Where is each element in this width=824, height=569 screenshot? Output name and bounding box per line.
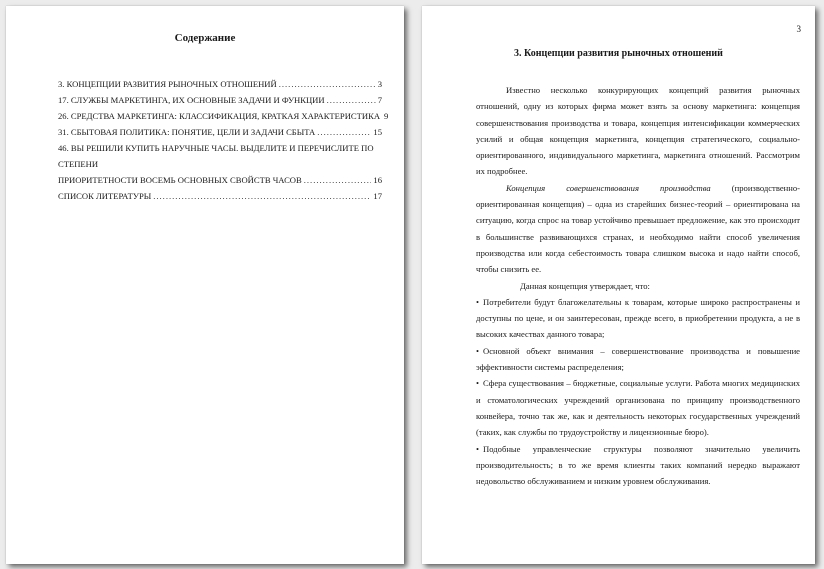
toc-entry-page: 3	[377, 79, 382, 89]
paragraph: Данная концепция утверждает, что:	[520, 280, 650, 291]
toc-entry-label: 17. СЛУЖБЫ МАРКЕТИНГА, ИХ ОСНОВНЫЕ ЗАДАЧИ И ФУНКЦИИ	[58, 95, 325, 105]
toc-entry-label: 26. СРЕДСТВА МАРКЕТИНГА: КЛАССИФИКАЦИЯ, КРАТКАЯ ХАРАКТЕРИСТИКА	[58, 111, 381, 121]
toc-entry-label: 31. СБЫТОВАЯ ПОЛИТИКА: ПОНЯТИЕ, ЦЕЛИ И ЗАДАЧИ СБЫТА	[58, 127, 316, 137]
bullet-text: Основной объект внимания – совершенствование производства и повышение эффективности системы распределения;	[476, 345, 800, 373]
bullet-text: Потребители будут благожелательны к товарам, которые широко распространены и доступны по цене, и он заинтересован, прежде всего, в приобретении продукта, а не в высоких качествах данного товара;	[476, 296, 800, 340]
page-number: 3	[796, 24, 801, 34]
bullet-text: Сфера существования – бюджетные, социальные услуги. Работа многих медицинских и стоматологических учреждений организована по принципу производственного конвейера, точно так же, как и деятельность некоторых государственных учреждений (таких, как службы по трудоустройству и лицензионные бюро).	[476, 378, 800, 438]
toc-entry[interactable]	[58, 76, 382, 92]
paragraph	[476, 180, 800, 278]
toc-entry-label: 3. КОНЦЕПЦИИ РАЗВИТИЯ РЫНОЧНЫХ ОТНОШЕНИЙ	[58, 79, 277, 89]
toc-entry[interactable]	[58, 124, 382, 140]
bullet-item	[476, 294, 800, 343]
toc-entry-label: 46. ВЫ РЕШИЛИ КУПИТЬ НАРУЧНЫЕ ЧАСЫ. ВЫДЕЛИТЕ И ПЕРЕЧИСЛИТЕ ПО СТЕПЕНИ	[58, 143, 374, 169]
bullet-icon: •	[476, 443, 480, 454]
toc-leader-dots	[304, 172, 372, 188]
toc-entry-label: СПИСОК ЛИТЕРАТУРЫ	[58, 191, 152, 201]
toc-leader-dots	[153, 188, 371, 204]
bullet-item	[476, 441, 800, 490]
section-body	[476, 82, 800, 489]
toc-entry-page: 9	[384, 111, 389, 121]
toc-entry-page: 16	[373, 175, 382, 185]
section-heading: 3. Концепции развития рыночных отношений	[514, 48, 723, 59]
contents-title: Содержание	[174, 32, 236, 44]
bullet-item	[476, 375, 800, 440]
document-page-3	[422, 6, 815, 564]
bullet-item	[476, 343, 800, 376]
toc-leader-dots	[279, 76, 376, 92]
toc-entry[interactable]	[58, 188, 382, 204]
bullet-text: Подобные управленческие структуры позволяют значительно увеличить производительность; в то же время клиенты таких компаний нередко выражают недовольство обслуживанием и низким уровнем обслуживания.	[476, 443, 800, 487]
bullet-icon: •	[476, 296, 480, 307]
italic-term: Концепция совершенствования производства	[506, 182, 711, 193]
toc-entry-label-continued: ПРИОРИТЕТНОСТИ ВОСЕМЬ ОСНОВНЫХ СВОЙСТВ ЧАСОВ	[58, 175, 302, 185]
bullet-icon: •	[476, 345, 480, 356]
toc-entry-page: 7	[377, 95, 382, 105]
toc-leader-dots	[327, 92, 376, 108]
paragraph-text: (производственно-ориентированная концепция) – одна из старейших бизнес-теорий – ориентирована на ситуацию, когда спрос на товар устойчиво превышает предложение, как это происходит в большинстве развивающихся странах, и необходимо найти способ увеличения производства или когда себестоимость товара слишком высока и надо найти способ, чтобы снизить ее.	[476, 182, 800, 275]
toc-entry-page: 17	[373, 191, 382, 201]
toc-leader-dots	[317, 124, 371, 140]
document-page-contents	[6, 6, 404, 564]
table-of-contents	[58, 76, 389, 204]
toc-entry[interactable]	[58, 108, 389, 124]
toc-entry[interactable]	[58, 92, 382, 108]
toc-entry-page: 15	[373, 127, 382, 137]
paragraph: Известно несколько конкурирующих концепций развития рыночных отношений, одну из которых фирма может взять за основу маркетинга: концепция совершенствования производства и товара, концепция интенсификации коммерческих усилий и общая концепция маркетинга, концепция стратегического, социально-ориентированного, индивидуального маркетинга, маркетинга отношений. Рассмотрим их подробнее.	[476, 85, 800, 177]
toc-entry[interactable]	[58, 140, 382, 188]
bullet-icon: •	[476, 378, 480, 389]
